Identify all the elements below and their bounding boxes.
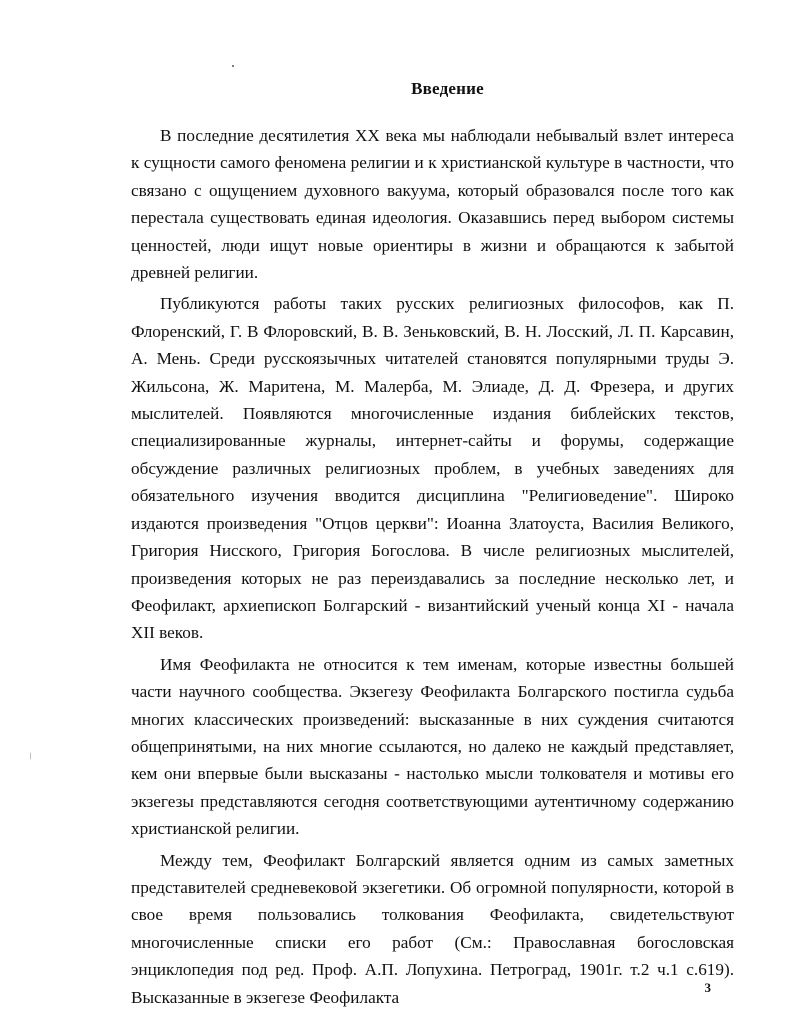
page-title: Введение [411, 79, 484, 98]
paragraph-3: Имя Феофилакта не относится к тем именам, которые известны большей части научного сообщества. Экзегезу Феофилакта Болгарского постигла судьба многих классических произведений: высказанные в них суждения считаются общепринятыми, на них многие ссылаются, но далеко не каждый представляет, кем они впервые были высказаны - настолько мысли толкователя и мотивы его экзегезы представляются сегодня соответствующими аутентичному содержанию христианской религии. [131, 654, 734, 839]
paragraph-2: Публикуются работы таких русских религиозных философов, как П. Флоренский, Г. В Флоровский, В. В. Зеньковский, В. Н. Лосский, Л. П. Карсавин, А. Мень. Среди русскоязычных читателей становятся популярными труды Э. Жильсона, Ж. Маритена, М. Малерба, М. Элиаде, Д. Д. Фрезера, и других мыслителей. Появляются многочисленные издания библейских текстов, специализированные журналы, интернет-сайты и форумы, содержащие обсуждение различных религиозных проблем, в учебных заведениях для обязательного изучения вводится дисциплина "Религиоведение". Широко издаются произведения "Отцов церкви": Иоанна Златоуста, Василия Великого, Григория Нисского, Григория Богослова. В числе религиозных мыслителей, произведения которых не раз переиздавались за последние несколько лет, и Феофилакт, архиепископ Болгарский - византийский ученый конца XI - начала XII веков. [131, 294, 734, 643]
paragraph-4: Между тем, Феофилакт Болгарский является одним из самых заметных представителей средневековой экзегетики. Об огромной популярности, которой в свое время пользовались толкования Феофилакта, свидетельствуют многочисленные списки его работ (См.: Православная богословская энциклопедия под ред. Проф. А.П. Лопухина. Петроград, 1901г. т.2 ч.1 с.619). Высказанные в экзегезе Феофилакта [131, 850, 734, 1007]
page-number: 3 [704, 980, 711, 995]
body-text [131, 122, 734, 1015]
scan-speck [232, 65, 234, 67]
paragraph-1: В последние десятилетия XX века мы наблюдали небывалый взлет интереса к сущности самого феномена религии и к христианской культуре в частности, что связано с ощущением духовного вакуума, который образовался после того как перестала существовать единая идеология. Оказавшись перед выбором системы ценностей, люди ищут новые ориентиры в жизни и обращаются к забытой древней религии. [131, 126, 734, 283]
scan-speck [30, 752, 31, 760]
